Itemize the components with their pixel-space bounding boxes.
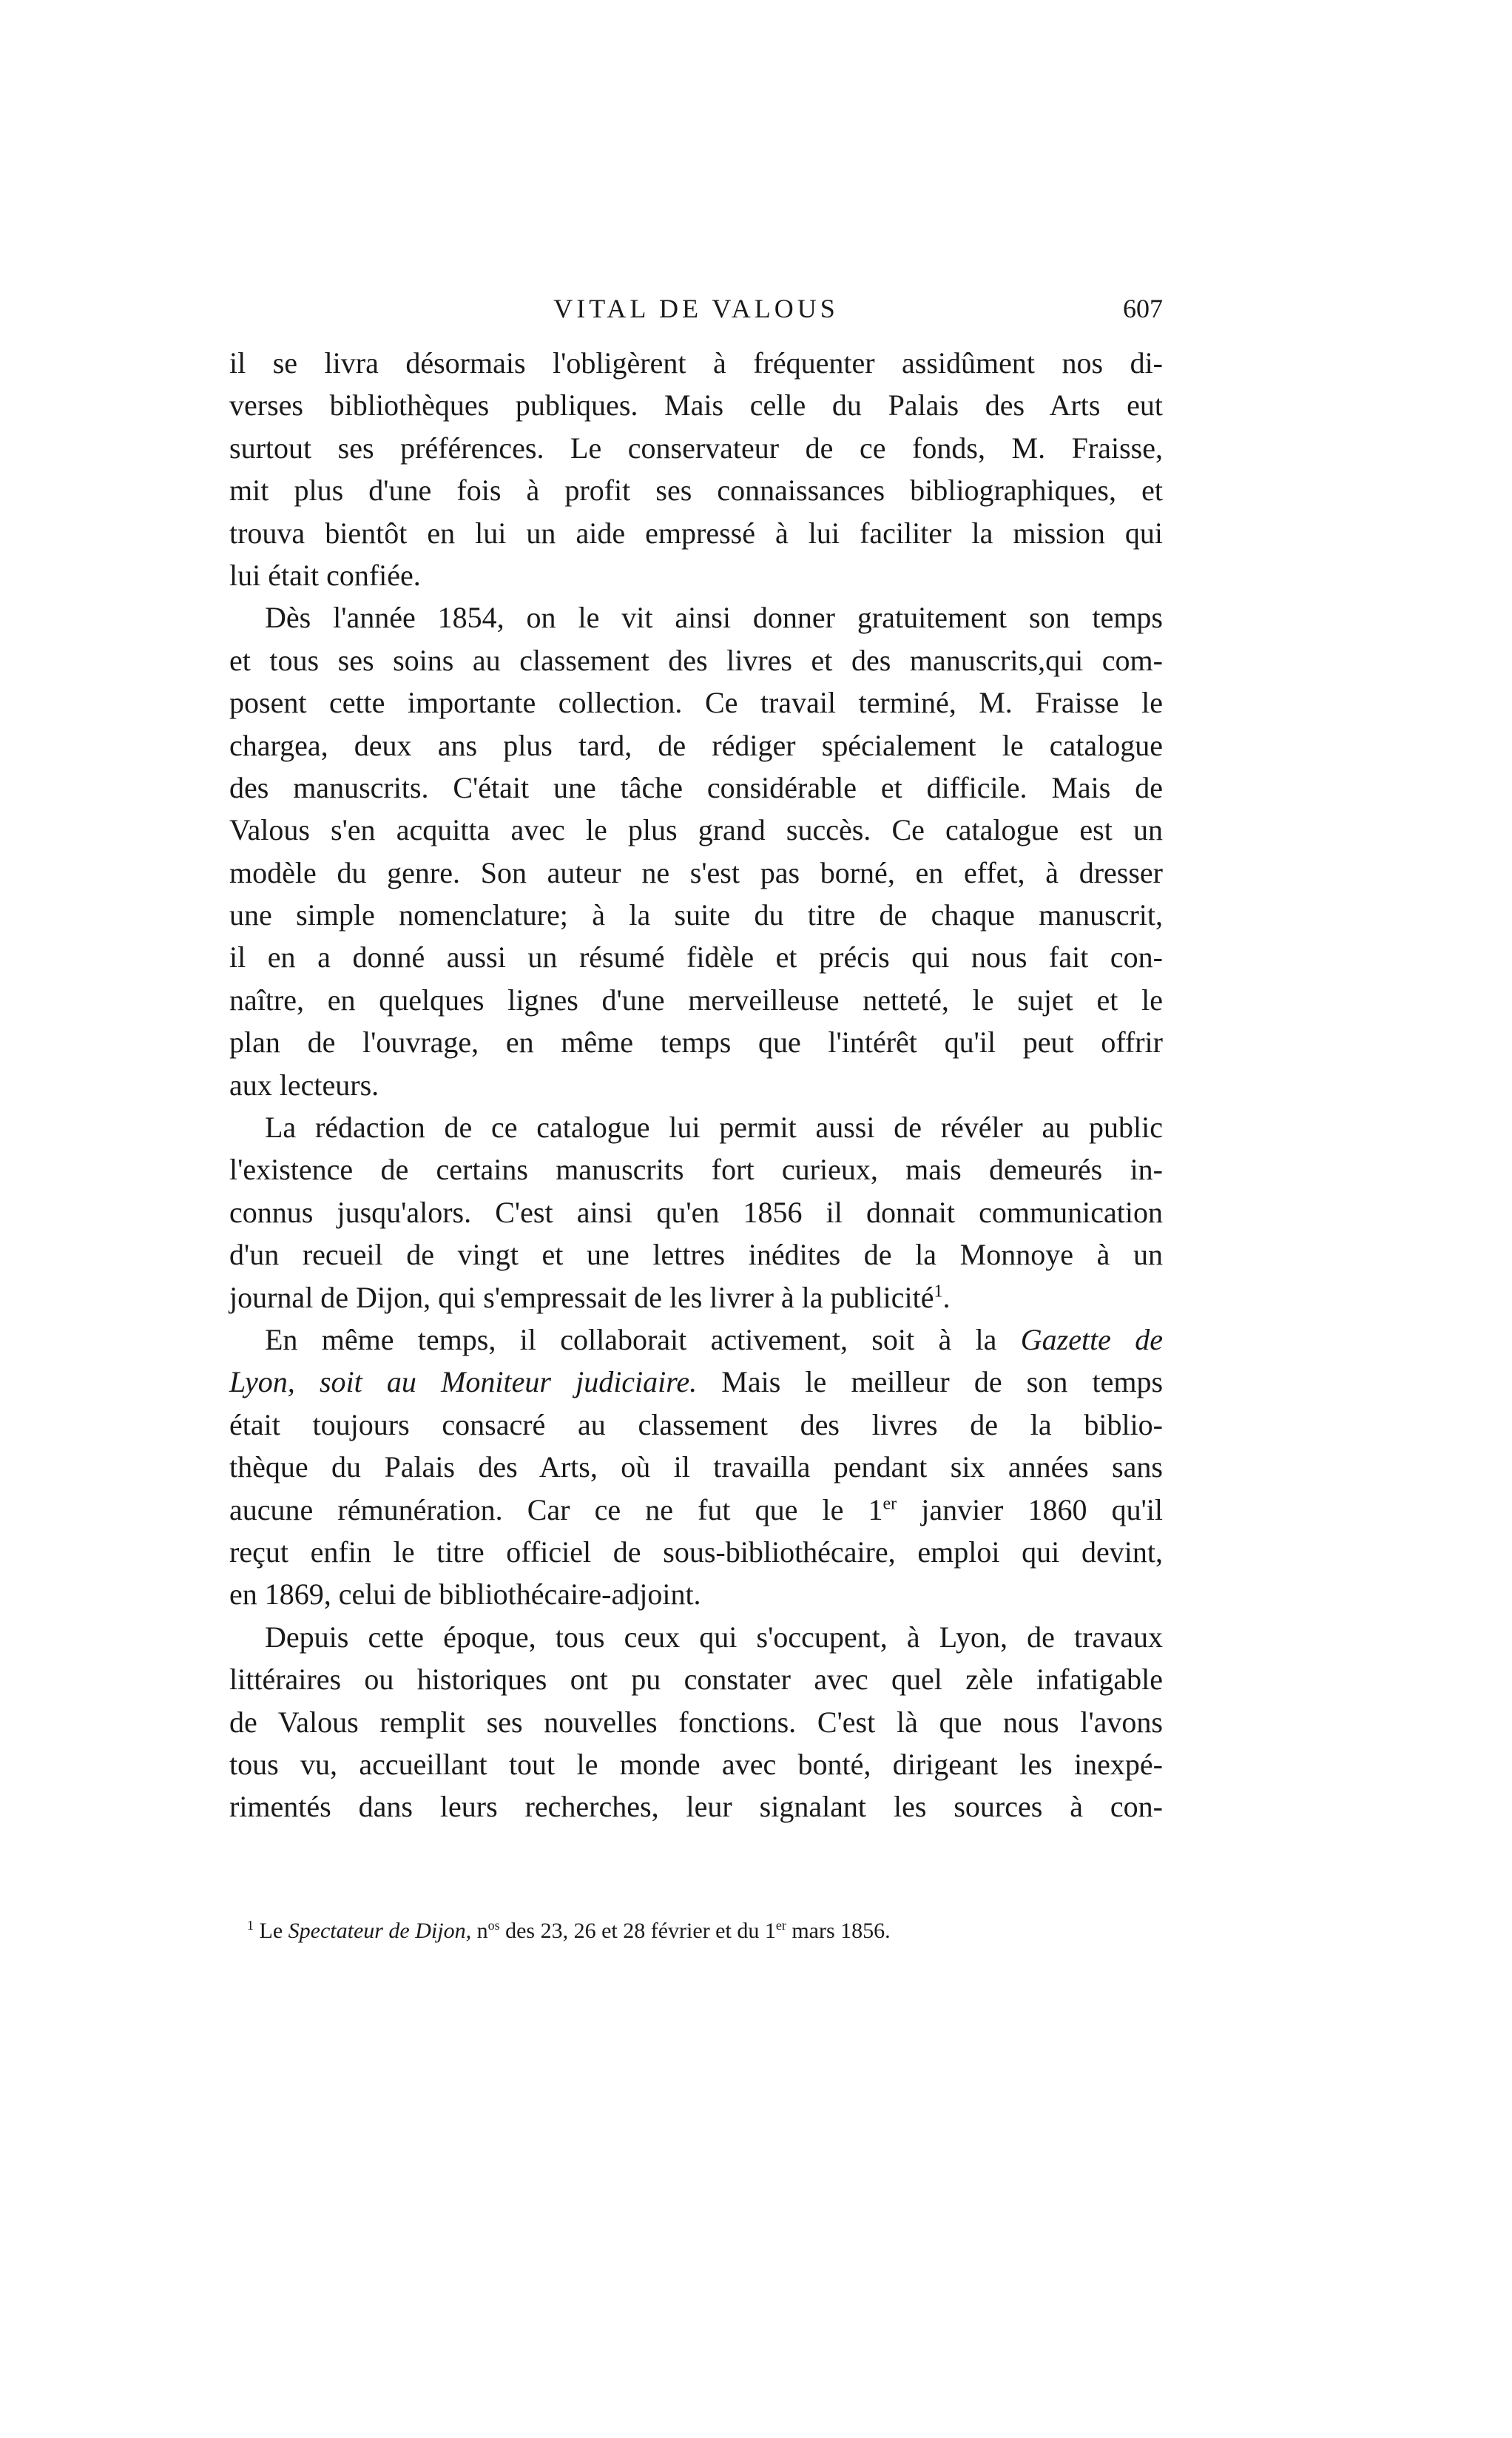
text-line: mit plus d'une fois à profit ses connaissances bibliographiques, et — [229, 474, 1163, 508]
text-line: aux lecteurs. — [229, 1068, 379, 1102]
text-line: naître, en quelques lignes d'une merveilleuse netteté, le sujet et le — [229, 983, 1163, 1017]
footnote-title: Spectateur de Dijon, — [288, 1919, 472, 1943]
line-text: aucune rémunération. Car ce ne fut que le 1 — [229, 1492, 883, 1526]
text-line: Depuis cette époque, tous ceux qui s'occupent, à Lyon, de travaux — [265, 1620, 1163, 1654]
periodical-title: Moniteur judiciaire. — [441, 1365, 698, 1399]
footnote-nos: $n^{os}$ — [476, 1918, 500, 1943]
text-line: verses bibliothèques publiques. Mais celle du Palais des Arts eut — [229, 388, 1163, 422]
text-line: rimentés dans leurs recherches, leur signalant les sources à con- — [229, 1790, 1163, 1824]
text-line: il en a donné aussi un résumé fidèle et précis qui nous fait con- — [229, 940, 1163, 974]
text-line: chargea, deux ans plus tard, de rédiger spécialement le catalogue — [229, 728, 1163, 762]
text-line: d'un recueil de vingt et une lettres inédites de la Monnoye à un — [229, 1238, 1163, 1272]
page-number: 607 — [1123, 294, 1163, 323]
body-text — [229, 342, 1163, 1828]
text-line: trouva bientôt en lui un aide empressé à lui faciliter la mission qui — [229, 516, 1163, 550]
text-line: des manuscrits. C'était une tâche considérable et difficile. Mais de — [229, 770, 1163, 804]
line-text: Lyon, soit au — [229, 1365, 416, 1399]
text-line: Valous s'en acquitta avec le plus grand succès. Ce catalogue est un — [229, 813, 1163, 847]
line-text: journal de Dijon, qui s'empressait de les livrer à la publicité — [229, 1280, 934, 1314]
text-line: il se livra désormais l'obligèrent à fréquenter assidûment nos di- — [229, 346, 1163, 380]
footnote-prefix: Le — [259, 1919, 283, 1943]
text-line: journal de Dijon, qui s'empressait de les livrer à la publicité$^1$. — [229, 1280, 951, 1314]
footnote-text: des 23, 26 et 28 février et du 1 — [505, 1919, 776, 1943]
footnote-text: mars 1856. — [792, 1919, 891, 1943]
text-line — [229, 1489, 1163, 1531]
text-line: et tous ses soins au classement des livres et des manuscrits,qui com- — [229, 643, 1163, 677]
text-line: en 1869, celui de bibliothécaire-adjoint. — [229, 1577, 701, 1612]
text-line: reçut enfin le titre officiel de sous-bibliothécaire, emploi qui devint, — [229, 1535, 1163, 1569]
text-line: l'existence de certains manuscrits fort curieux, mais demeurés in- — [229, 1153, 1163, 1187]
text-line: tous vu, accueillant tout le monde avec bonté, dirigeant les inexpé- — [229, 1747, 1163, 1781]
text-line — [229, 1319, 1163, 1361]
text-line: La rédaction de ce catalogue lui permit aussi de révéler au public — [265, 1111, 1163, 1145]
text-line: plan de l'ouvrage, en même temps que l'intérêt qu'il peut offrir — [229, 1026, 1163, 1060]
footnote-reference: 1 — [934, 1282, 943, 1301]
running-title: VITAL DE VALOUS — [553, 294, 839, 323]
text-line: posent cette importante collection. Ce travail terminé, M. Fraisse le — [229, 686, 1163, 720]
footnote-marker: 1 — [247, 1918, 254, 1933]
line-text: Mais le meilleur de son temps — [721, 1365, 1164, 1399]
text-line — [229, 1361, 1163, 1403]
line-text: En même temps, il collaborait activement, soit à la — [265, 1322, 997, 1356]
line-text: janvier 1860 qu'il — [921, 1492, 1163, 1526]
footnote-superscript: er — [775, 1918, 786, 1933]
periodical-title: Gazette de — [1020, 1322, 1164, 1356]
ordinal-superscript: er — [882, 1494, 897, 1514]
footnote — [247, 1915, 891, 1947]
text-line: était toujours consacré au classement des livres de la biblio- — [229, 1407, 1163, 1441]
text-line: de Valous remplit ses nouvelles fonctions. C'est là que nous l'avons — [229, 1705, 1163, 1739]
text-line: Dès l'année 1854, on le vit ainsi donner gratuitement son temps — [265, 601, 1163, 635]
text-line: modèle du genre. Son auteur ne s'est pas borné, en effet, à dresser — [229, 855, 1163, 889]
text-line: thèque du Palais des Arts, où il travailla pendant six années sans — [229, 1450, 1163, 1484]
running-head — [229, 290, 1163, 327]
text-line: une simple nomenclature; à la suite du titre de chaque manuscrit, — [229, 898, 1163, 932]
text-line: connus jusqu'alors. C'est ainsi qu'en 1856 il donnait communication — [229, 1195, 1163, 1229]
text-line: lui était confiée. — [229, 558, 421, 592]
text-line: surtout ses préférences. Le conservateur de ce fonds, M. Fraisse, — [229, 431, 1163, 465]
text-line: littéraires ou historiques ont pu constater avec quel zèle infatigable — [229, 1663, 1163, 1697]
